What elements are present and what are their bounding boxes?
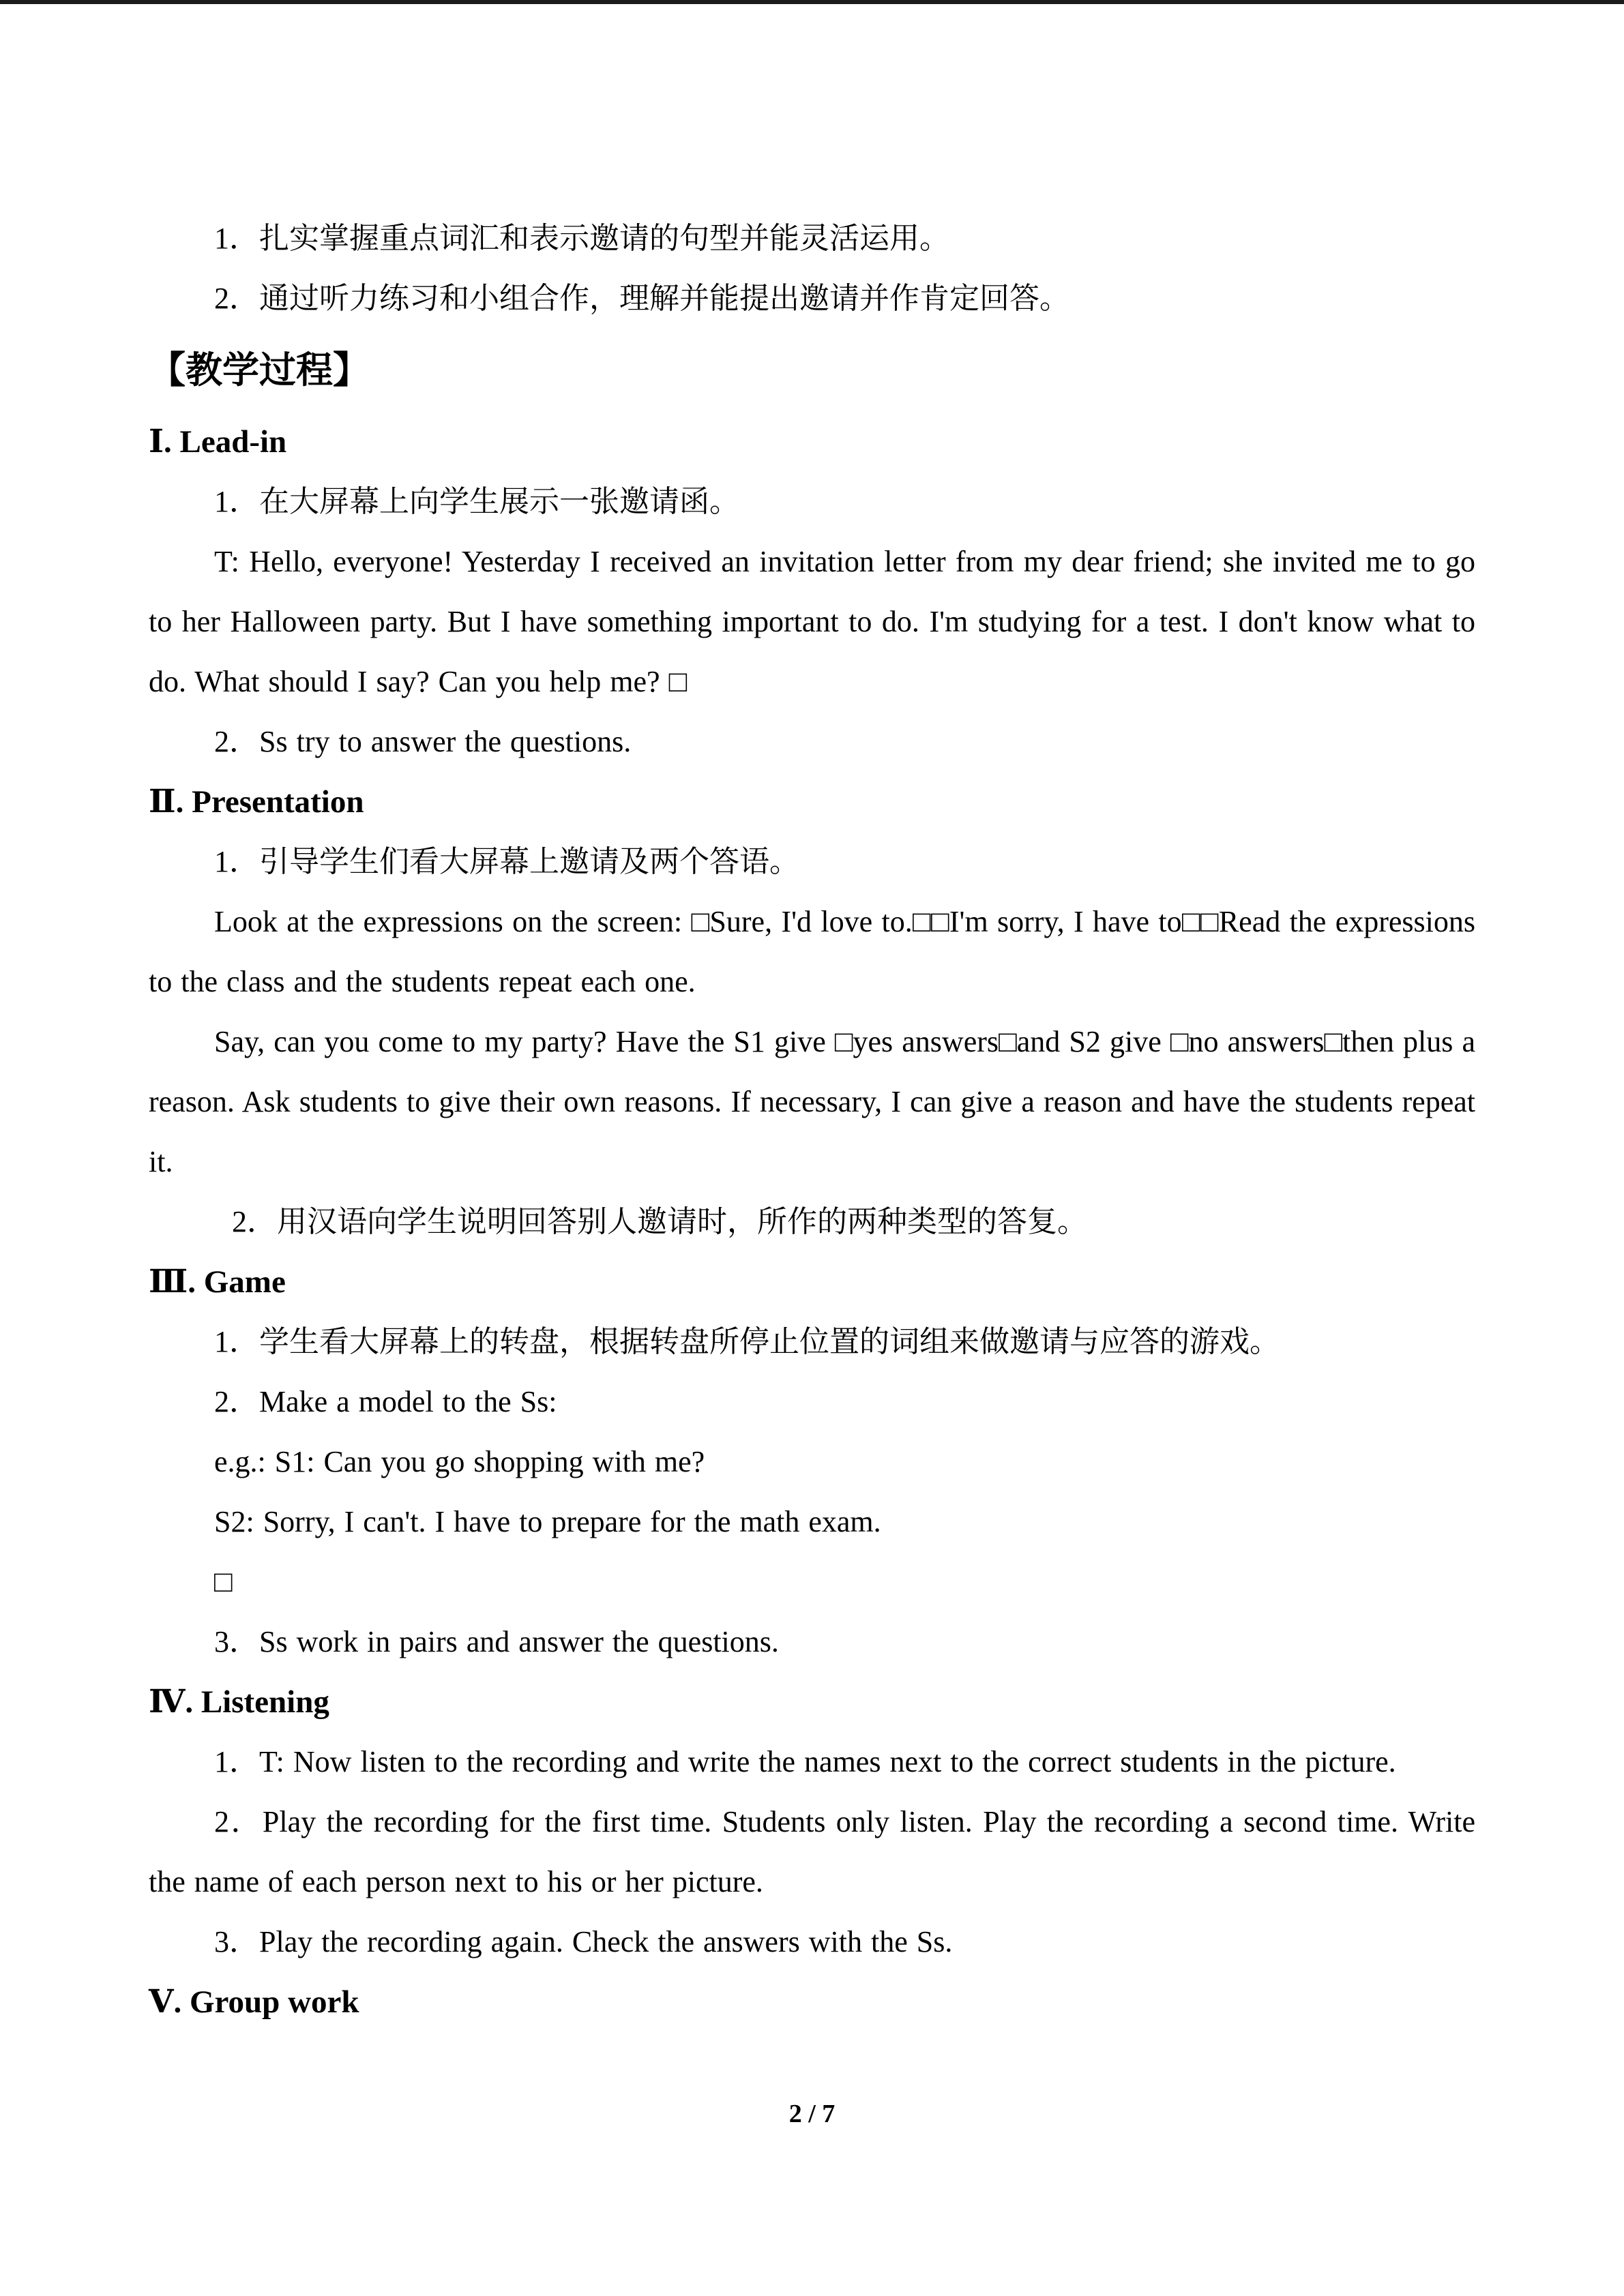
listening-step: 1．T: Now listen to the recording and write the names next to the correct students in the picture. — [214, 1745, 1396, 1778]
objective-item: 2．通过听力练习和小组合作，理解并能提出邀请并作肯定回答。 — [214, 282, 1069, 315]
section-title-game: Ⅲ. Game — [149, 1264, 286, 1300]
page-number: 2 / 7 — [788, 2100, 836, 2128]
presentation-step: 2．用汉语向学生说明回答别人邀请时，所作的两种类型的答复。 — [232, 1205, 1087, 1238]
section-title-listening: Ⅳ. Listening — [149, 1684, 329, 1720]
presentation-paragraph: Say, can you come to my party? Have the S1 give □yes answers□and S2 give □no answers□then plus a reason. Ask students to give their own reasons. If necessary, I can give a reason and have the students repeat it. — [149, 1025, 1475, 1178]
section-title-group-work: Ⅴ. Group work — [149, 1984, 359, 2020]
lead-in-teacher-talk: T: Hello, everyone! Yesterday I received an invitation letter from my dear friend; she invited me to go to her Halloween party. But I have something important to do. I'm studying for a test. I don't know what to do. What should I say? Can you help me? □ — [149, 545, 1475, 698]
game-example-s2: S2: Sorry, I can't. I have to prepare for the math exam. — [214, 1505, 881, 1538]
listening-step: 2．Play the recording for the first time. Students only listen. Play the recording a second time. Write the name of each person next to his or her picture. — [149, 1805, 1475, 1898]
missing-glyph-box: □ — [214, 1565, 233, 1598]
objective-item: 1．扎实掌握重点词汇和表示邀请的句型并能灵活运用。 — [214, 222, 949, 255]
lead-in-step: 2．Ss try to answer the questions. — [214, 725, 632, 758]
listening-step: 3．Play the recording again. Check the answers with the Ss. — [214, 1925, 953, 1958]
game-step: 2．Make a model to the Ss: — [214, 1385, 557, 1418]
lead-in-step: 1．在大屏幕上向学生展示一张邀请函。 — [214, 485, 739, 518]
section-title-presentation: Ⅱ. Presentation — [149, 784, 364, 820]
page-content — [149, 209, 1475, 2032]
teaching-process-heading: 【教学过程】 — [149, 350, 370, 391]
game-step: 1．学生看大屏幕上的转盘，根据转盘所停止位置的词组来做邀请与应答的游戏。 — [214, 1325, 1280, 1358]
section-title-lead-in: Ⅰ. Lead-in — [149, 424, 287, 460]
game-example-s1: e.g.: S1: Can you go shopping with me? — [214, 1445, 705, 1478]
game-step: 3．Ss work in pairs and answer the questions. — [214, 1625, 779, 1658]
page-top-border — [0, 0, 1624, 4]
presentation-step: 1．引导学生们看大屏幕上邀请及两个答语。 — [214, 845, 799, 878]
presentation-paragraph: Look at the expressions on the screen: □Sure, I'd love to.□□I'm sorry, I have to□□Read the expressions to the class and the students repeat each one. — [149, 905, 1475, 998]
